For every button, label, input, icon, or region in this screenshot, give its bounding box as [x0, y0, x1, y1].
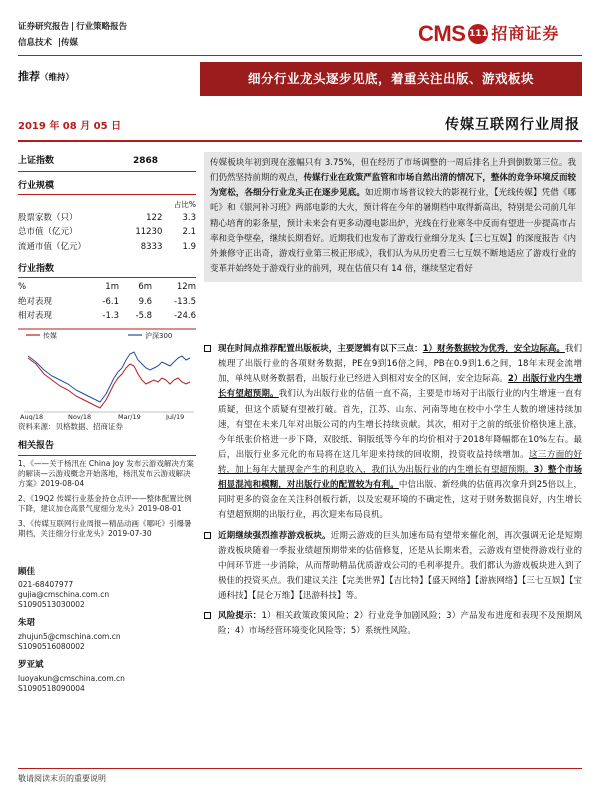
key-points — [204, 342, 582, 644]
x-tick-label: Aug/18 — [20, 413, 44, 421]
row-share: 1.9 — [182, 241, 196, 252]
x-tick-label: Jul/19 — [166, 413, 185, 421]
logo-cms-text: CMS — [418, 21, 466, 47]
industry-scale-heading: 行业规模 — [18, 180, 196, 195]
row-label: 绝对表现 — [18, 296, 53, 307]
analyst-phone: 021-68407977 — [18, 579, 74, 589]
analyst-card — [18, 660, 196, 694]
point-subhead: 3）整个市场相显混沌和模糊，对出版行业的配置较为有利。 — [218, 465, 582, 491]
point-text: 1）相关政策政策风险；2）行业竞争加剧风险；3）产品发布进度和表现不及预期风险；4）市场经营环境变化风险等；5）系统性风险。 — [218, 611, 582, 637]
rating-sub: （维持） — [40, 73, 75, 83]
summary-box — [204, 152, 582, 282]
series-media — [28, 358, 190, 408]
summary-text-cont: 如近期市场普议较大的影视行业，【光线传媒】凭借《哪吒》和《银河补习班》两部电影的大火，预计将在今年的暑期档中取得新高出，特别是公司前几年精心培育的彩条星，预计未来会有更多动漫电影出炉，光线在行业寒冬中反而有望进一步提高市占率和竞争壁垒，继续长期看好。近期我们也发布了游戏行业细分龙头【三七互娱】的深度报告《内外兼修守正出奇，游戏行业第三极正形成》，我们认为从历史看三七互娱不断地适应了游戏行业的变革并始终处于游戏行业的前列，现在估值只有 14 倍，继续坚定看好 — [210, 188, 576, 274]
point-text: 我们认为出版行业的估值一直不高，主要是市场对于出版行业的内生增速一直有质疑，但这个质疑有望被打破。首先，江苏、山东、河南等地在校中小学生人数的增速持续加速，有望在未来几年对出版公司的内生增长持续贡献。其次，相对于之前的纸张价格快速上涨，今年纸张价格进一步下降，双胶纸、铜版纸等今年的均价相对于2018年降幅都在10%左右。最后，出版行业多元化的布局将在这几年迎来持续的回收期，投资收益持续增加。 — [218, 389, 582, 460]
performance-chart — [18, 328, 196, 420]
row-value: 9.6 — [138, 296, 153, 307]
x-tick-label: Nov/18 — [68, 413, 92, 421]
analyst-email[interactable]: gujia@cmschina.com.cn — [18, 590, 110, 600]
report-sector: 信息技术 |传媒 — [18, 38, 79, 48]
legend-hs300: 沪深300 — [145, 332, 173, 341]
col-header: 12m — [176, 282, 196, 293]
index-row — [18, 148, 196, 172]
row-label: 股票家数（只） — [18, 212, 78, 223]
point-text: 中信出版、新经典的估值再次拿升到25倍以上，同时更多的资金在关注科创板行新，以及宏观环境的不确定性，这对于财务数据良好，内生增长有望超预期的出版行业，再次迎来布局良机。 — [218, 480, 582, 521]
point-lead: 现在时间点推荐配置出版板块，主要逻辑有以下三点： — [218, 344, 423, 354]
industry-index-heading: 行业指数 — [18, 263, 196, 278]
performance-chart-svg — [18, 328, 196, 420]
col-header: % — [18, 282, 27, 293]
point-subhead: 2）出版行业内生增长有望超预期。 — [218, 374, 582, 400]
category-research: 证券研究报告 — [18, 22, 70, 32]
analyst-name: 顾佳 — [18, 566, 36, 577]
point-underline: 这三方面的好转，加上每年大量现金产生的利息收入，我们认为出版行业的内生增长有望超预期。 — [218, 449, 582, 475]
x-tick-label: Mar/19 — [118, 413, 141, 421]
analyst-cert: S1090513030002 — [18, 600, 85, 610]
analyst-email[interactable]: zhujun5@cmschina.com.cn — [18, 631, 121, 641]
performance-table — [18, 281, 196, 324]
row-value: 122 — [146, 212, 163, 223]
checkbox-bullet-icon — [204, 345, 211, 352]
point-publishing — [204, 342, 582, 524]
point-lead: 风险提示： — [218, 611, 262, 622]
row-label: 总市值（亿元） — [18, 227, 78, 238]
row-value: -24.6 — [174, 311, 196, 322]
row-label: 流通市值（亿元） — [18, 241, 87, 252]
point-text: 近期云游戏的巨头加速布局有望带来催化剂，再次强调无论是短期游戏板块随着一季报业绩超预期带来的估值修复，还是从长期来看，云游戏有望使得游戏行业的中间环节进一步消除，从而帮助精品优质游戏公司的毛利率提升。我们都认为游戏板块进入到了极佳的投资买点。我们建议关注【完美世界】【吉比特】【盛天网络】【游族网络】【三七互娱】【宝通科技】【昆仑万维】【迅游科技】等。 — [218, 530, 582, 601]
related-reports-heading: 相关报告 — [18, 440, 196, 455]
checkbox-bullet-icon — [204, 612, 211, 619]
summary-text: 传媒板块年初到现在涨幅只有 3.75%，但在经历了市场调整的一周后排名上升到倒数第三位。我们仍然坚持前期的观点， — [210, 158, 576, 184]
chart-source: 资料来源：贝格数据、招商证券 — [18, 422, 123, 432]
footer-divider — [18, 768, 582, 769]
header-divider — [18, 55, 582, 56]
summary-emphasis: 传媒行业在政策严监管和市场自然出清的情况下，整体的竞争环境反而较为宽松，各细分行业龙头正在逐步见底。 — [210, 173, 576, 199]
rating — [18, 70, 74, 85]
row-share: 2.1 — [182, 227, 196, 238]
sector-media: 传媒 — [61, 38, 79, 48]
analyst-cert: S1090516080002 — [18, 641, 85, 651]
logo-badge-icon: 111 — [468, 24, 488, 44]
row-share: 3.3 — [182, 212, 196, 223]
related-report-item[interactable]: 3、《传媒互联网行业周报—精品动画《哪吒》引爆暑期档，关注细分行业龙头》2019-07-30 — [18, 519, 192, 539]
row-value: -6.1 — [102, 296, 119, 307]
row-value: 8333 — [140, 241, 163, 252]
point-text: 我们梳理了出版行业的各项财务数据，PE在9到16倍之间，PB在0.9到1.6之间，18年末现金流增加，单纯从财务数据看，出版行业已经进入到相对安全的区间，安全边际高。 — [218, 344, 582, 385]
analyst-card — [18, 567, 196, 611]
related-report-item[interactable]: 2、《19Q2 传媒行业基金持仓点评——整体配置比例下降，建议加仓高景气度细分龙头》2019-08-01 — [18, 494, 192, 514]
point-subhead: 1）财务数据较为优秀，安全边际高。 — [422, 344, 565, 354]
point-gaming — [204, 529, 582, 605]
table-row — [18, 226, 196, 240]
row-value: -1.3 — [102, 311, 119, 322]
industry-scale-table — [18, 198, 196, 255]
legend-media: 传媒 — [43, 332, 57, 341]
headline-banner: 细分行业龙头逐步见底，着重关注出版、游戏板块 — [200, 62, 582, 96]
point-lead: 近期继续强烈推荐游戏板块。 — [218, 530, 331, 541]
left-sidebar — [18, 148, 196, 702]
sector-it: 信息技术 — [18, 38, 53, 48]
table-row — [18, 295, 196, 309]
table-row — [18, 211, 196, 225]
analyst-email[interactable]: luoyakun@cmschina.com.cn — [18, 673, 125, 683]
row-value: -5.8 — [135, 311, 153, 322]
share-col-header: 占比% — [173, 199, 196, 209]
index-value: 2868 — [132, 156, 158, 166]
col-header: 6m — [138, 282, 153, 293]
analyst-list — [18, 567, 196, 694]
cms-logo — [418, 18, 586, 50]
table-row — [18, 310, 196, 324]
row-value: 11230 — [135, 227, 163, 238]
report-date: 2019 年 08 月 05 日 — [18, 121, 122, 132]
analyst-card — [18, 618, 196, 652]
analyst-name: 罗亚斌 — [18, 660, 44, 671]
analyst-name: 朱珺 — [18, 618, 36, 629]
rating-label: 推荐 — [18, 70, 40, 83]
report-category: 证券研究报告 | 行业策略报告 — [18, 22, 128, 32]
row-label: 相对表现 — [18, 311, 53, 322]
point-risk — [204, 609, 582, 639]
footer-note: 敬请阅读末页的重要说明 — [18, 774, 106, 783]
col-header: 1m — [105, 282, 119, 293]
related-reports-list — [18, 459, 196, 540]
index-label: 上证指数 — [18, 156, 55, 166]
category-strategy: 行业策略报告 — [76, 22, 128, 32]
row-value: -13.5 — [174, 296, 196, 307]
table-row — [18, 240, 196, 254]
checkbox-bullet-icon — [204, 532, 211, 539]
analyst-cert: S1090518090004 — [18, 683, 85, 693]
logo-cn-text: 招商证券 — [491, 24, 560, 44]
report-title: 传媒互联网行业周报 — [445, 117, 580, 133]
related-report-item[interactable]: 1、《——关于杨汛在 China Joy 发布云游戏解决方案的解读—云游戏概念开始落地，杨汛发布云游戏解决方案》2019-08-04 — [18, 458, 194, 488]
title-divider — [18, 140, 582, 142]
